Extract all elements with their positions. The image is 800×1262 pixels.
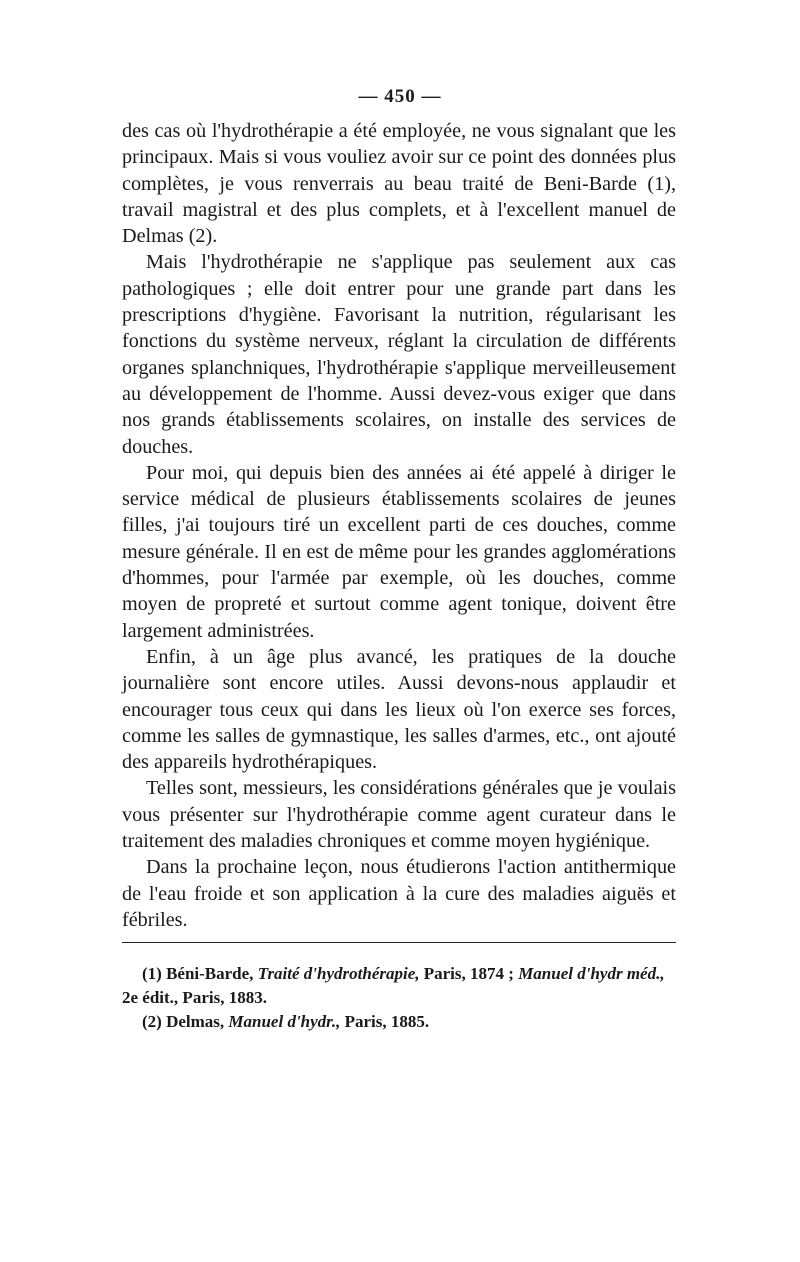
- footnote-1-place-year: Paris, 1874 ;: [423, 964, 514, 983]
- paragraph-1: des cas où l'hydrothérapie a été employée, ne vous signalant que les principaux. Mais si vous vouliez avoir sur ce point des données plus complètes, je vous renverrais au beau traité de Beni-Barde (1), travail magistral et des plus complets, et à l'excellent manuel de Delmas (2).: [122, 120, 676, 248]
- footnote-divider: [122, 942, 676, 943]
- footnote-1-title: Traité d'hydrothérapie,: [257, 964, 420, 983]
- page-number: — 450 —: [358, 86, 442, 107]
- footnote-2-marker: (2): [142, 1012, 162, 1031]
- footnote-1-title2: Manuel d'hydr méd.,: [518, 964, 665, 983]
- paragraph-2: Mais l'hydrothérapie ne s'applique pas seulement aux cas pathologiques ; elle doit entrer pour une grande part dans les prescriptions d'hygiène. Favorisant la nutrition, régularisant les fonctions du système nerveux, réglant la circulation de différents organes splanchniques, l'hydrothérapie s'applique merveilleusement au développement de l'homme. Aussi devez-vous exiger que dans nos grands établissements scolaires, on installe des services de douches.: [122, 251, 676, 458]
- footnote-2-author: Delmas,: [166, 1012, 225, 1031]
- paragraph-4: Enfin, à un âge plus avancé, les pratiques de la douche journalière sont encore utiles. Aussi devons-nous applaudir et encourager tous ceux qui dans les lieux où l'on exerce ses forces, comme les salles de gymnastique, les salles d'armes, etc., ont ajouté des appareils hydrothérapiques.: [122, 645, 676, 774]
- footnote-2-title: Manuel d'hydr.,: [228, 1012, 341, 1031]
- footnote-1-marker: (1): [142, 964, 162, 983]
- paragraph-3: Pour moi, qui depuis bien des années ai été appelé à diriger le service médical de plusieurs établissements scolaires de jeunes filles, j'ai toujours tiré un excellent parti de ces douches, comme mesure générale. Il en est de même pour les grandes agglomérations d'hommes, pour l'armée par exemple, où les douches, comme moyen de propreté et surtout comme agent tonique, doivent être largement administrées.: [122, 461, 676, 642]
- footnote-1-author: Béni-Barde,: [166, 964, 254, 983]
- paragraph-5: Telles sont, messieurs, les considérations générales que je voulais vous présenter sur l'hydrothérapie comme agent curateur dans le traitement des maladies chroniques et comme moyen hygiénique.: [122, 777, 676, 853]
- footnotes: [122, 962, 676, 1034]
- footnote-1-rest: 2e édit., Paris, 1883.: [122, 988, 267, 1007]
- paragraph-6: Dans la prochaine leçon, nous étudierons l'action antithermique de l'eau froide et son application à la cure des maladies aiguës et fébriles.: [122, 856, 676, 931]
- footnote-2-rest: Paris, 1885.: [344, 1012, 430, 1031]
- footnote-1: [122, 962, 676, 1010]
- footnote-2: [122, 1010, 676, 1034]
- body-text: [122, 118, 676, 933]
